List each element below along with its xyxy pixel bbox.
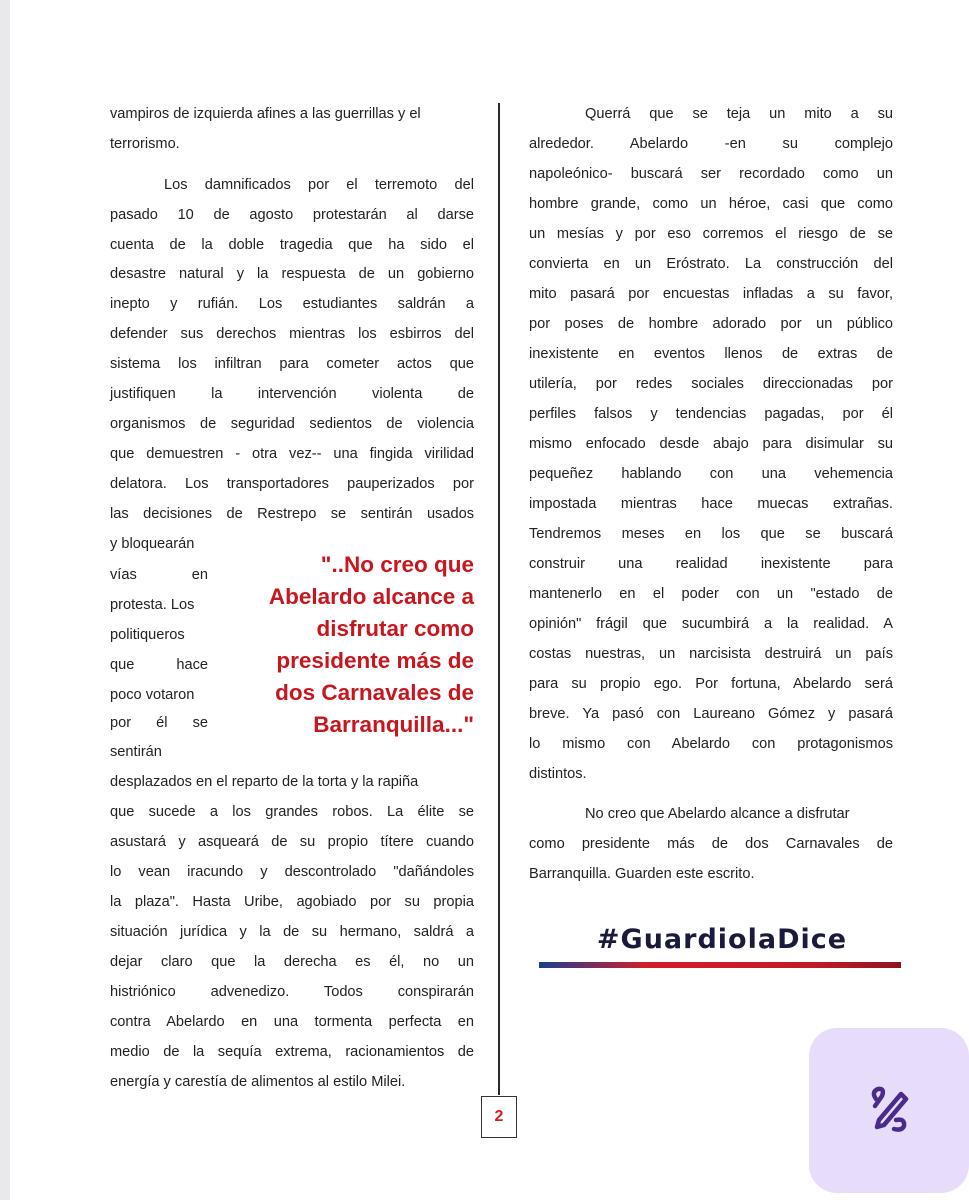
- right-line: Barranquilla. Guarden este escrito.: [529, 866, 755, 882]
- right-line: impostada mientras hace muecas extrañas.: [529, 496, 893, 512]
- right-line: costas nuestras, un narcisista destruirá un país: [529, 646, 893, 662]
- hashtag-underline: [539, 962, 901, 968]
- pull-quote-line: "..No creo que: [320, 552, 474, 577]
- right-line: mismo enfocado desde abajo para disimular su: [529, 436, 893, 452]
- left-line: asustará y asqueará de su propio títere cuando: [110, 834, 474, 850]
- column-divider: [498, 103, 500, 1095]
- right-line: distintos.: [529, 766, 587, 782]
- hashtag-title: #GuardiolaDice: [596, 924, 848, 955]
- right-line: hombre grande, como un héroe, casi que como: [529, 196, 893, 212]
- left-line: dejar claro que la derecha es él, no un: [110, 954, 474, 970]
- left-line: que demuestren - otra vez-- una fingida virilidad: [110, 446, 474, 462]
- edit-pen-icon: [863, 1082, 915, 1139]
- pull-quote-line: dos Carnavales de: [275, 680, 474, 705]
- left-line: energía y carestía de alimentos al estilo Milei.: [110, 1074, 406, 1090]
- page-number: 2: [481, 1096, 517, 1138]
- left-line: y bloquearán: [110, 536, 195, 552]
- left-line: inepto y rufián. Los estudiantes saldrán a: [110, 296, 474, 312]
- edit-fab-button[interactable]: [809, 1028, 969, 1193]
- left-line: contra Abelardo en una tormenta perfecta en: [110, 1014, 474, 1030]
- right-line: opinión" frágil que sucumbirá a la realidad. A: [529, 616, 893, 632]
- right-line: un mesías y por eso corremos el riesgo de se: [529, 226, 893, 242]
- right-line: napoleónico- buscará ser recordado como un: [529, 166, 893, 182]
- right-line: alrededor. Abelardo -en su complejo: [529, 136, 893, 152]
- pull-quote-line: Abelardo alcance a: [268, 584, 474, 609]
- right-line: Tendremos meses en los que se buscará: [529, 526, 893, 542]
- left-line: defender sus derechos mientras los esbirros del: [110, 326, 474, 342]
- right-line: perfiles falsos y tendencias pagadas, por él: [529, 406, 893, 422]
- left-narrow-line: politiqueros: [110, 627, 185, 643]
- left-line: sistema los infiltran para cometer actos que: [110, 356, 474, 372]
- left-narrow-line: sentirán: [110, 744, 162, 760]
- left-line: vampiros de izquierda afines a las guerrillas y el: [110, 106, 421, 122]
- left-narrow-line: poco votaron: [110, 687, 195, 703]
- left-narrow-line: vías en: [110, 567, 208, 583]
- right-line: Querrá que se teja un mito a su: [585, 106, 893, 122]
- left-line: histriónico advenedizo. Todos conspirarán: [110, 984, 474, 1000]
- left-line: la plaza". Hasta Uribe, agobiado por su propia: [110, 894, 474, 910]
- left-line: terrorismo.: [110, 136, 180, 152]
- right-line: pequeñez hablando con una vehemencia: [529, 466, 893, 482]
- left-line: organismos de seguridad sedientos de violencia: [110, 416, 474, 432]
- right-line: No creo que Abelardo alcance a disfrutar: [585, 806, 850, 822]
- left-narrow-line: que hace: [110, 657, 208, 673]
- left-line: que sucede a los grandes robos. La élite se: [110, 804, 474, 820]
- right-line: construir una realidad inexistente para: [529, 556, 893, 572]
- right-line: por poses de hombre adorado por un público: [529, 316, 893, 332]
- right-line: como presidente más de dos Carnavales de: [529, 836, 893, 852]
- pull-quote-line: Barranquilla...": [313, 712, 474, 737]
- left-line: desplazados en el reparto de la torta y la rapiña: [110, 774, 419, 790]
- right-line: lo mismo con Abelardo con protagonismos: [529, 736, 893, 752]
- document-page: [10, 0, 969, 1200]
- left-line: medio de la sequía extrema, racionamientos de: [110, 1044, 474, 1060]
- left-line: delatora. Los transportadores pauperizados por: [110, 476, 474, 492]
- pull-quote-line: disfrutar como: [316, 616, 474, 641]
- right-line: convierta en un Eróstrato. La construcción del: [529, 256, 893, 272]
- right-line: mito pasará por encuestas infladas a su favor,: [529, 286, 893, 302]
- left-line: justifiquen la intervención violenta de: [110, 386, 474, 402]
- left-line: situación jurídica y la de su hermano, saldrá a: [110, 924, 474, 940]
- left-line: desastre natural y la respuesta de un gobierno: [110, 266, 474, 282]
- left-line: las decisiones de Restrepo se sentirán usados: [110, 506, 474, 522]
- left-narrow-line: por él se: [110, 715, 208, 731]
- left-line: pasado 10 de agosto protestarán al darse: [110, 207, 474, 223]
- left-line: lo vean iracundo y descontrolado "dañándoles: [110, 864, 474, 880]
- left-line: cuenta de la doble tragedia que ha sido el: [110, 237, 474, 253]
- right-line: para su propio ego. Por fortuna, Abelardo será: [529, 676, 893, 692]
- left-narrow-line: protesta. Los: [110, 597, 195, 613]
- right-line: breve. Ya pasó con Laureano Gómez y pasará: [529, 706, 893, 722]
- right-line: inexistente en eventos llenos de extras de: [529, 346, 893, 362]
- pull-quote-line: presidente más de: [276, 648, 474, 673]
- right-line: utilería, por redes sociales direccionadas por: [529, 376, 893, 392]
- right-line: mantenerlo en el poder con un "estado de: [529, 586, 893, 602]
- left-line: Los damnificados por el terremoto del: [164, 177, 474, 193]
